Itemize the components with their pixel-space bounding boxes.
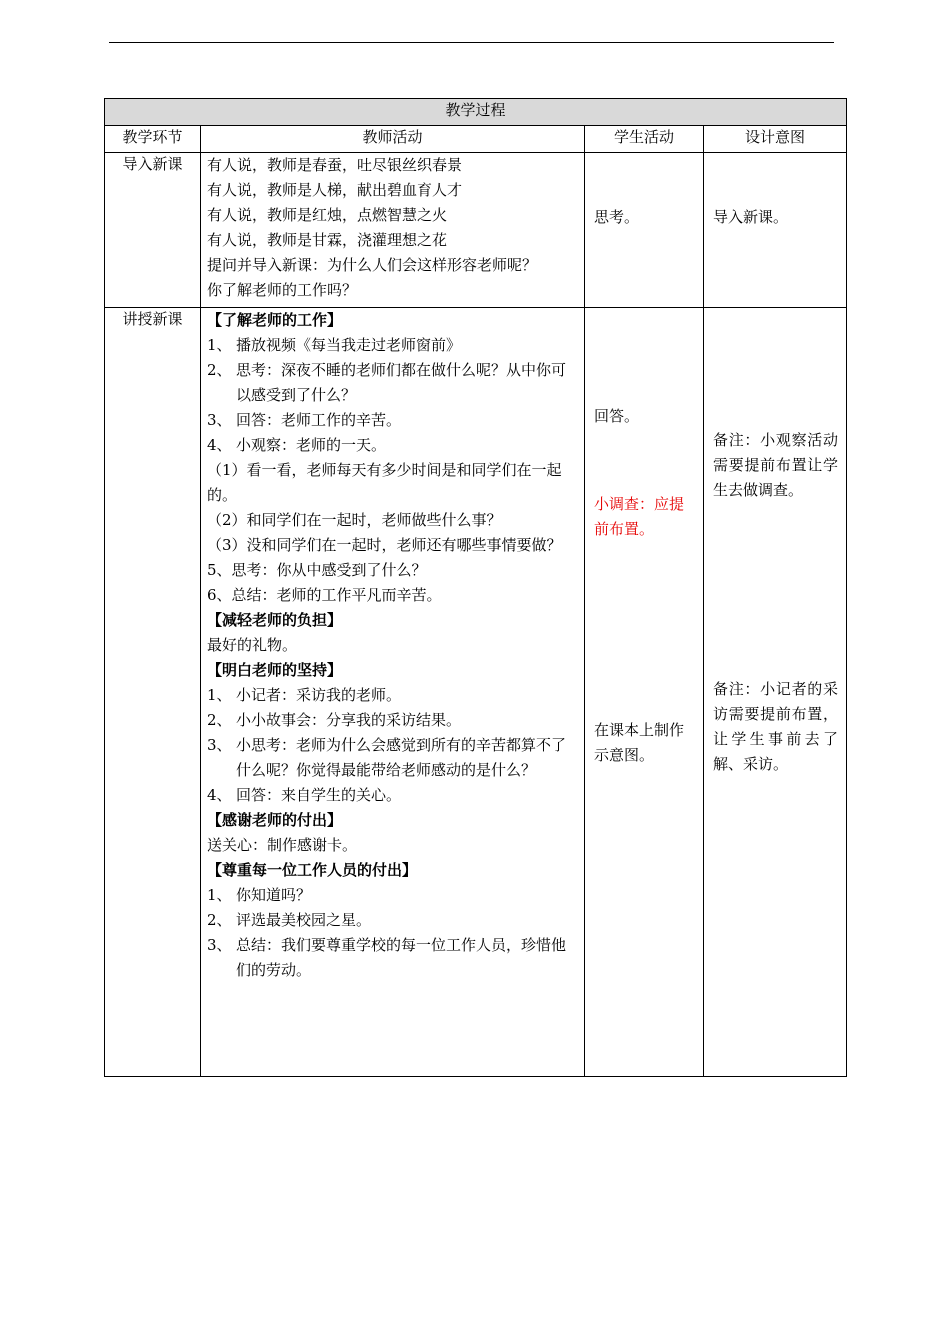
sub-item: （3）没和同学们在一起时，老师还有哪些事情要做？ xyxy=(207,536,562,554)
stage-cell: 导入新课 xyxy=(105,153,201,308)
item-text: 你知道吗？ xyxy=(236,886,312,904)
list-item xyxy=(207,783,576,808)
student-survey-note: 小调查：应提前布置。 xyxy=(594,495,685,538)
section-heading: 【感谢老师的付出】 xyxy=(207,811,343,829)
text-line: 6、总结：老师的工作平凡而辛苦。 xyxy=(207,586,442,604)
list-item xyxy=(207,333,576,358)
table-title: 教学过程 xyxy=(105,99,847,126)
list-item xyxy=(207,883,576,908)
text-line: 送关心：制作感谢卡。 xyxy=(207,836,358,854)
item-text: 评选最美校园之星。 xyxy=(236,911,372,929)
item-number: 2、 xyxy=(207,361,232,379)
design-intent-note-2: 备注：小记者的采访需要提前布置，让学生事前去了解、采访。 xyxy=(713,680,839,773)
section-heading: 【了解老师的工作】 xyxy=(207,311,343,329)
student-activity-text: 思考。 xyxy=(594,208,640,226)
item-number: 2、 xyxy=(207,711,232,729)
section-heading: 【明白老师的坚持】 xyxy=(207,661,343,679)
table-row-lecture xyxy=(105,308,847,1077)
list-item xyxy=(207,358,576,408)
text-line: 提问并导入新课：为什么人们会这样形容老师呢？ xyxy=(207,256,538,274)
student-diagram-text: 在课本上制作示意图。 xyxy=(594,721,685,764)
item-text: 播放视频《每当我走过老师窗前》 xyxy=(236,336,462,354)
design-intent-note-1: 备注：小观察活动需要提前布置让学生去做调查。 xyxy=(713,431,839,499)
text-line: 有人说，教师是甘霖，浇灌理想之花 xyxy=(207,231,448,249)
item-number: 2、 xyxy=(207,911,232,929)
list-item xyxy=(207,733,576,783)
item-text: 小小故事会：分享我的采访结果。 xyxy=(236,711,462,729)
student-activity-cell xyxy=(585,308,704,1077)
section-heading: 【尊重每一位工作人员的付出】 xyxy=(207,861,418,879)
item-text: 小思考：老师为什么会感觉到所有的辛苦都算不了什么呢？你觉得最能带给老师感动的是什么？ xyxy=(236,736,567,779)
list-item xyxy=(207,433,576,458)
item-number: 1、 xyxy=(207,886,232,904)
sub-item: （1）看一看，老师每天有多少时间是和同学们在一起的。 xyxy=(207,461,562,504)
column-header-row xyxy=(105,126,847,153)
column-header-intent: 设计意图 xyxy=(704,126,847,153)
table-row-intro xyxy=(105,153,847,308)
list-item xyxy=(207,408,576,433)
text-line: 最好的礼物。 xyxy=(207,636,298,654)
column-header-teacher: 教师活动 xyxy=(201,126,585,153)
item-number: 4、 xyxy=(207,436,232,454)
student-activity-cell xyxy=(585,153,704,308)
item-number: 3、 xyxy=(207,936,232,954)
design-intent-cell xyxy=(704,153,847,308)
item-number: 3、 xyxy=(207,411,232,429)
item-text: 回答：来自学生的关心。 xyxy=(236,786,402,804)
item-text: 小记者：采访我的老师。 xyxy=(236,686,402,704)
item-number: 1、 xyxy=(207,686,232,704)
list-item xyxy=(207,708,576,733)
design-intent-text: 导入新课。 xyxy=(713,208,789,226)
text-line: 有人说，教师是人梯，献出碧血育人才 xyxy=(207,181,463,199)
column-header-stage: 教学环节 xyxy=(105,126,201,153)
text-line: 5、思考：你从中感受到了什么？ xyxy=(207,561,427,579)
student-answer-text: 回答。 xyxy=(594,407,640,425)
teacher-activity-cell xyxy=(201,153,585,308)
item-number: 1、 xyxy=(207,336,232,354)
stage-cell: 讲授新课 xyxy=(105,308,201,1077)
item-text: 小观察：老师的一天。 xyxy=(236,436,387,454)
text-line: 有人说，教师是春蚕，吐尽银丝织春景 xyxy=(207,156,463,174)
teaching-process-table xyxy=(104,98,847,1077)
list-item xyxy=(207,933,576,983)
teacher-activity-cell xyxy=(201,308,585,1077)
list-item xyxy=(207,908,576,933)
text-line: 有人说，教师是红烛，点燃智慧之火 xyxy=(207,206,448,224)
item-text: 思考：深夜不睡的老师们都在做什么呢？从中你可以感受到了什么？ xyxy=(236,361,567,404)
item-text: 总结：我们要尊重学校的每一位工作人员，珍惜他们的劳动。 xyxy=(236,936,567,979)
item-number: 4、 xyxy=(207,786,232,804)
list-item xyxy=(207,683,576,708)
item-number: 3、 xyxy=(207,736,232,754)
text-line: 你了解老师的工作吗？ xyxy=(207,281,358,299)
item-text: 回答：老师工作的辛苦。 xyxy=(236,411,402,429)
design-intent-cell xyxy=(704,308,847,1077)
header-rule xyxy=(109,42,834,43)
sub-item: （2）和同学们在一起时，老师做些什么事？ xyxy=(207,511,502,529)
column-header-student: 学生活动 xyxy=(585,126,704,153)
section-heading: 【减轻老师的负担】 xyxy=(207,611,343,629)
